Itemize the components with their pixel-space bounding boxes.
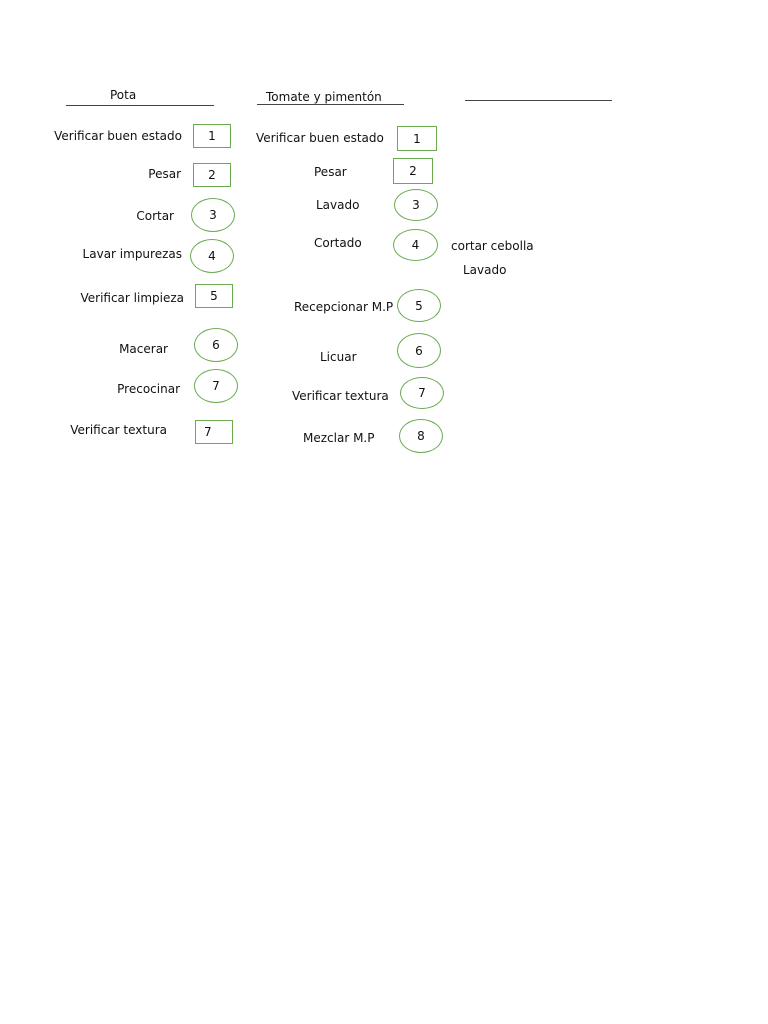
pota-step-label: Verificar buen estado [54, 129, 182, 143]
tomate-step-number: 8 [417, 429, 425, 443]
pota-step-number: 1 [208, 129, 216, 143]
tomate-step-label: Cortado [314, 236, 362, 250]
tomate-step-circle [393, 229, 438, 261]
pota-step-label: Precocinar [117, 382, 180, 396]
pota-step-label: Verificar textura [70, 423, 167, 437]
tomate-step-circle [399, 419, 443, 453]
tomate-step-circle [400, 377, 444, 409]
tomate-step-circle [397, 333, 441, 368]
tomate-step-label: Verificar textura [292, 389, 389, 403]
pota-step-circle [194, 328, 238, 362]
header-pota-underline [66, 105, 214, 106]
pota-step-number: 7 [204, 425, 212, 439]
header-tomate-underline [257, 104, 404, 105]
tomate-step-square [397, 126, 437, 151]
tomate-step-label: Mezclar M.P [303, 431, 375, 445]
pota-step-circle [190, 239, 234, 273]
pota-step-label: Verificar limpieza [80, 291, 184, 305]
pota-step-number: 4 [208, 249, 216, 263]
header-blank-underline [465, 100, 612, 101]
tomate-step-number: 7 [418, 386, 426, 400]
tomate-step-number: 1 [413, 131, 421, 146]
tomate-step-label: Recepcionar M.P [294, 300, 394, 314]
tomate-step-number: 6 [415, 343, 423, 358]
header-pota: Pota [110, 88, 137, 102]
note-lavado: Lavado [463, 263, 507, 277]
tomate-step-circle [394, 189, 438, 221]
tomate-step-label: Verificar buen estado [256, 131, 384, 145]
pota-step-circle [194, 369, 238, 403]
pota-step-number: 7 [212, 379, 220, 393]
tomate-step-number: 5 [415, 298, 423, 313]
pota-step-square [195, 420, 233, 444]
tomate-step-circle [397, 289, 441, 322]
tomate-step-number: 4 [411, 238, 420, 252]
pota-step-label: Cortar [136, 209, 174, 223]
pota-step-circle [191, 198, 235, 232]
tomate-step-square [393, 158, 433, 184]
note-cortar-cebolla: cortar cebolla [451, 239, 534, 253]
pota-step-square [193, 163, 231, 187]
tomate-step-label: Licuar [320, 350, 357, 364]
pota-step-square [193, 124, 231, 148]
pota-step-label: Macerar [119, 342, 168, 356]
pota-step-label: Pesar [148, 167, 181, 181]
tomate-step-label: Lavado [316, 198, 360, 212]
pota-step-square [195, 284, 233, 308]
header-tomate-pimenton: Tomate y pimentón [266, 90, 382, 104]
pota-step-number: 5 [210, 289, 218, 303]
pota-step-number: 3 [209, 208, 217, 222]
pota-step-number: 2 [208, 168, 216, 182]
pota-step-label: Lavar impurezas [82, 247, 182, 261]
tomate-step-number: 2 [409, 164, 417, 178]
tomate-step-number: 3 [412, 198, 420, 212]
tomate-step-label: Pesar [314, 165, 347, 179]
pota-step-number: 6 [212, 338, 220, 352]
